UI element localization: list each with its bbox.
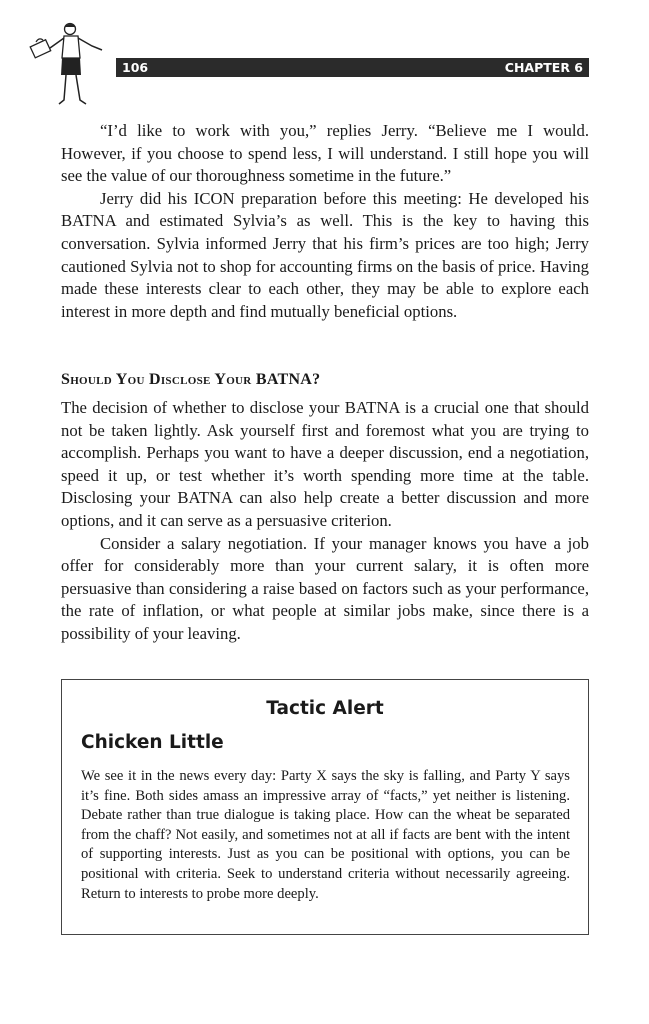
section-heading: Should You Disclose Your BATNA?	[61, 371, 321, 388]
tactic-alert-box	[61, 679, 589, 935]
chapter-label: CHAPTER 6	[504, 60, 583, 75]
paragraph: Consider a salary negotiation. If your manager knows you have a job offer for considerably more than your current salary, it is often more persuasive than considering a raise based on factors such as your performance, the rate of inflation, or what people at similar jobs make, since there is a possibility of your leaving.	[61, 533, 589, 643]
paragraph: “I’d like to work with you,” replies Jerry. “Believe me I would. However, if you choose to spend less, I will understand. I still hope you will see the value of our thoroughness sometime in the future.”	[61, 121, 589, 186]
tactic-alert-title: Tactic Alert	[266, 698, 384, 719]
page-number: 106	[122, 60, 149, 75]
section-text	[61, 397, 589, 646]
tactic-alert-subtitle: Chicken Little	[81, 732, 224, 753]
running-header	[116, 58, 589, 77]
businesswoman-with-briefcase-icon	[26, 20, 116, 110]
paragraph: The decision of whether to disclose your BATNA is a crucial one that should not be taken lightly. Ask yourself first and foremost what you are trying to accomplish. Perhaps you want to have a deeper discussion, end a negotiation, speed it up, or test whether it’s worth spending more time at the table. Disclosing your BATNA can also help create a better discussion and more options, and it can serve as a persuasive criterion.	[61, 398, 589, 530]
tactic-alert-text: We see it in the news every day: Party X says the sky is falling, and Party Y says it’s fine. Both sides amass an impressive array of “facts,” yet neither is listening. Debate rather than true dialogue is taking place. How can the wheat be separated from the chaff? Not easily, and sometimes not at all if facts are bent with the intent of supporting interests. Just as you can be positional with options, you can be positional with criteria. Seek to understand criteria without necessarily agreeing. Return to interests to probe more deeply.	[81, 768, 570, 902]
opening-text	[61, 120, 589, 323]
paragraph: Jerry did his ICON preparation before this meeting: He developed his BATNA and estimated Sylvia’s as well. This is the key to having this conversation. Sylvia informed Jerry that his firm’s prices are too high; Jerry cautioned Sylvia not to shop for accounting firms on the basis of price. Having made these interests clear to each other, they may be able to explore each interest in more depth and find mutually beneficial options.	[61, 188, 589, 321]
